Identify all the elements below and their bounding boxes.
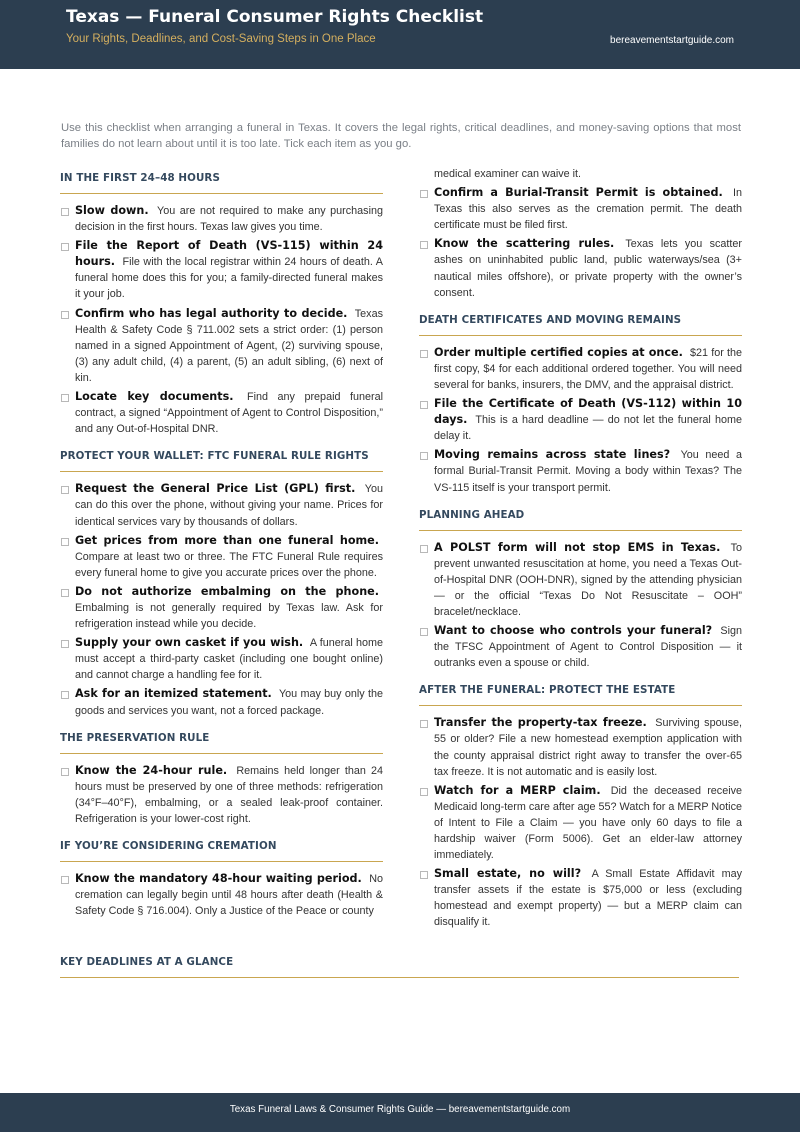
- checklist-item: [60, 871, 383, 919]
- checkbox[interactable]: [420, 628, 428, 636]
- footer-text: Texas Funeral Laws & Consumer Rights Guide — bereavementstartguide.com: [229, 1104, 571, 1115]
- item-lead: File the Report of Death (VS-115) within 24 hours.: [75, 239, 383, 269]
- checkbox[interactable]: [61, 589, 69, 597]
- checklist-item: [419, 715, 742, 779]
- item-lead: Order multiple certified copies at once.: [434, 345, 683, 359]
- checklist-item: [419, 540, 742, 620]
- checklist-item: [419, 236, 742, 300]
- item-lead: A POLST form will not stop EMS in Texas.: [434, 540, 721, 554]
- checklist-section: [60, 728, 383, 827]
- page-title: Texas — Funeral Consumer Rights Checklist: [66, 7, 484, 27]
- item-text: A Small Estate Affidavit may transfer assets if the estate is $75,000 or less (excluding homestead and exempt property) — but a MERP claim can disqualify it.: [434, 868, 742, 929]
- item-text: Compare at least two or three. The FTC Funeral Rule requires every funeral home to give you accurate prices over the phone.: [75, 550, 383, 579]
- checklist-item: [419, 447, 742, 495]
- checkbox[interactable]: [420, 452, 428, 460]
- item-lead: Slow down.: [75, 204, 149, 217]
- item-text: To prevent unwanted resuscitation at home, you need a Texas Out-of-Hospital DNR (OOH-DNR), signed by the attending physician — or the official “Texas Do Not Resuscitate – OOH” bracelet/necklace.: [434, 541, 742, 618]
- item-lead: Request the General Price List (GPL) first.: [75, 482, 356, 496]
- item-text: Surviving spouse, 55 or older? File a new homestead exemption application with the county appraisal district right away to transfer the over-65 tax freeze. It is not automatic and is easily lost.: [434, 717, 742, 778]
- section-heading: THE PRESERVATION RULE: [60, 728, 383, 754]
- item-text: Did the deceased receive Medicaid long-term care after age 55? Watch for a MERP Notice of Intent to File a Claim — you have only 60 days to file a hardship waiver (Form 5006). Get an elder-law attorney immediately.: [434, 784, 743, 862]
- section-heading: DEATH CERTIFICATES AND MOVING REMAINS: [419, 310, 742, 336]
- checklist-item: [419, 783, 742, 863]
- section-heading: IF YOU’RE CONSIDERING CREMATION: [60, 836, 383, 862]
- item-lead: Transfer the property-tax freeze.: [434, 716, 647, 730]
- checkbox[interactable]: [420, 871, 428, 879]
- item-text: Remains held longer than 24 hours must be preserved by one of three methods: refrigeration (34°F–40°F), embalming, or a sealed leak-proof container. Refrigeration is your lower-cost right.: [75, 764, 383, 825]
- item-lead: Supply your own casket if you wish.: [75, 636, 304, 650]
- checkbox[interactable]: [61, 243, 69, 251]
- checkbox[interactable]: [420, 350, 428, 358]
- checklist-item: [419, 866, 742, 930]
- checklist-item: [419, 345, 742, 393]
- item-text: A funeral home must accept a third-party casket (including one bought online) and cannot charge a handling fee for it.: [75, 637, 383, 682]
- checkbox[interactable]: [61, 691, 69, 699]
- item-lead: Know the 24-hour rule.: [75, 763, 228, 777]
- item-lead: Watch for a MERP claim.: [434, 783, 601, 797]
- item-text: $21 for the first copy, $4 for each additional ordered together. You will need several for banks, insurers, the DMV, and the appraisal district.: [434, 346, 743, 391]
- item-text: No cremation can legally begin until 48 hours after death (Health & Safety Code § 716.004). Only a Justice of the Peace or county: [75, 873, 384, 918]
- intro-paragraph: Use this checklist when arranging a funeral in Texas. It covers the legal rights, critical deadlines, and money-saving options that most families do not learn about until it is too late. Tick each item as you go.: [61, 122, 741, 150]
- item-text: Find any prepaid funeral contract, a signed “Appointment of Agent to Control Disposition,” and any Out-of-Hospital DNR.: [75, 391, 383, 436]
- checklist-item: [419, 396, 742, 444]
- key-deadlines-section: [60, 956, 739, 987]
- item-lead: Confirm who has legal authority to decide.: [75, 306, 348, 320]
- item-text: You can do this over the phone, without giving your name. Prices for identical services vary by thousands of dollars.: [75, 483, 383, 528]
- page-footer: [0, 1093, 800, 1132]
- checkbox[interactable]: [61, 394, 69, 402]
- checklist-item: [60, 238, 383, 302]
- item-text: Sign the TFSC Appointment of Agent to Control Disposition — it outranks even a spouse or child.: [434, 625, 743, 670]
- checklist-item: [60, 763, 383, 827]
- checklist-item: [60, 481, 383, 529]
- checklist-item: [60, 686, 383, 718]
- item-lead: Get prices from more than one funeral home.: [75, 533, 379, 547]
- item-text: Texas lets you scatter ashes on uninhabited public land, public waterways/sea (3+ nautical miles offshore), or private property with the owner’s consent.: [434, 238, 742, 299]
- item-lead: Know the scattering rules.: [434, 237, 615, 251]
- item-lead: Know the mandatory 48-hour waiting period.: [75, 872, 362, 885]
- checklist-section: [419, 185, 742, 301]
- checkbox[interactable]: [61, 640, 69, 648]
- checklist-item: [60, 203, 383, 235]
- section-heading: IN THE FIRST 24–48 HOURS: [60, 168, 383, 194]
- item-text: File with the local registrar within 24 hours of death. A funeral home does this for you; a family-directed funeral makes it your job.: [75, 256, 383, 301]
- item-lead: Locate key documents.: [75, 390, 234, 404]
- checklist-item: [60, 389, 383, 437]
- item-text: In Texas this also serves as the cremation permit. The death certificate must be filed first.: [434, 187, 743, 232]
- page-header: [0, 0, 800, 69]
- section-heading: PLANNING AHEAD: [419, 505, 742, 531]
- item-text: You are not required to make any purchasing decision in the first hours. Texas law gives you time.: [75, 205, 383, 234]
- checklist-section: [419, 505, 742, 672]
- checkbox[interactable]: [61, 538, 69, 546]
- item-lead: Do not authorize embalming on the phone.: [75, 584, 379, 598]
- checkbox[interactable]: [61, 876, 69, 884]
- checkbox[interactable]: [420, 788, 428, 796]
- item-lead: File the Certificate of Death (VS-112) within 10 days.: [434, 397, 742, 427]
- checklist-item: [419, 185, 742, 233]
- continued-text: medical examiner can waive it.: [434, 168, 582, 180]
- section-heading: AFTER THE FUNERAL: PROTECT THE ESTATE: [419, 680, 742, 706]
- checklist-section: [419, 310, 742, 496]
- checkbox[interactable]: [61, 486, 69, 494]
- checkbox[interactable]: [420, 241, 428, 249]
- checklist-item: [60, 306, 383, 386]
- checklist-item: [419, 623, 742, 671]
- checklist-section: [60, 446, 383, 718]
- checkbox[interactable]: [420, 190, 428, 198]
- checkbox[interactable]: [61, 208, 69, 216]
- item-lead: Small estate, no will?: [434, 867, 582, 881]
- checkbox[interactable]: [420, 545, 428, 553]
- item-text: You may buy only the goods and services you want, not a forced package.: [75, 688, 383, 717]
- site-url: bereavementstartguide.com: [610, 35, 734, 46]
- checklist-section: [60, 168, 383, 437]
- checkbox[interactable]: [420, 401, 428, 409]
- checklist-item: [60, 635, 383, 683]
- section-heading: KEY DEADLINES AT A GLANCE: [60, 956, 739, 978]
- checklist-section: [419, 680, 742, 930]
- checklist-item: [60, 533, 383, 581]
- item-lead: Moving remains across state lines?: [434, 448, 671, 462]
- checklist-section: [60, 836, 383, 919]
- page-subtitle: Your Rights, Deadlines, and Cost-Saving Steps in One Place: [66, 33, 376, 45]
- right-column: [419, 168, 743, 940]
- section-heading: PROTECT YOUR WALLET: FTC FUNERAL RULE RIGHTS: [60, 446, 383, 472]
- checkbox[interactable]: [420, 720, 428, 728]
- checkbox[interactable]: [61, 768, 69, 776]
- left-column: [60, 168, 383, 928]
- checklist-item: [60, 584, 383, 632]
- item-text: Texas Health & Safety Code § 711.002 sets a strict order: (1) person named in a signed Appointment of Agent, (2) surviving spouse, (3) any adult child, (4) a parent, (5) an adult sibling, (6) next of kin.: [75, 307, 383, 384]
- item-lead: Confirm a Burial-Transit Permit is obtained.: [434, 186, 723, 200]
- item-lead: Want to choose who controls your funeral?: [434, 624, 713, 638]
- item-lead: Ask for an itemized statement.: [75, 687, 272, 701]
- item-text: You need a formal Burial-Transit Permit. Moving a body within Texas? The VS-115 itself is your transport permit.: [434, 449, 742, 494]
- item-text: Embalming is not generally required by Texas law. Ask for refrigeration instead while you decide.: [75, 601, 383, 631]
- checkbox[interactable]: [61, 311, 69, 319]
- item-text: This is a hard deadline — do not let the funeral home delay it.: [434, 414, 742, 443]
